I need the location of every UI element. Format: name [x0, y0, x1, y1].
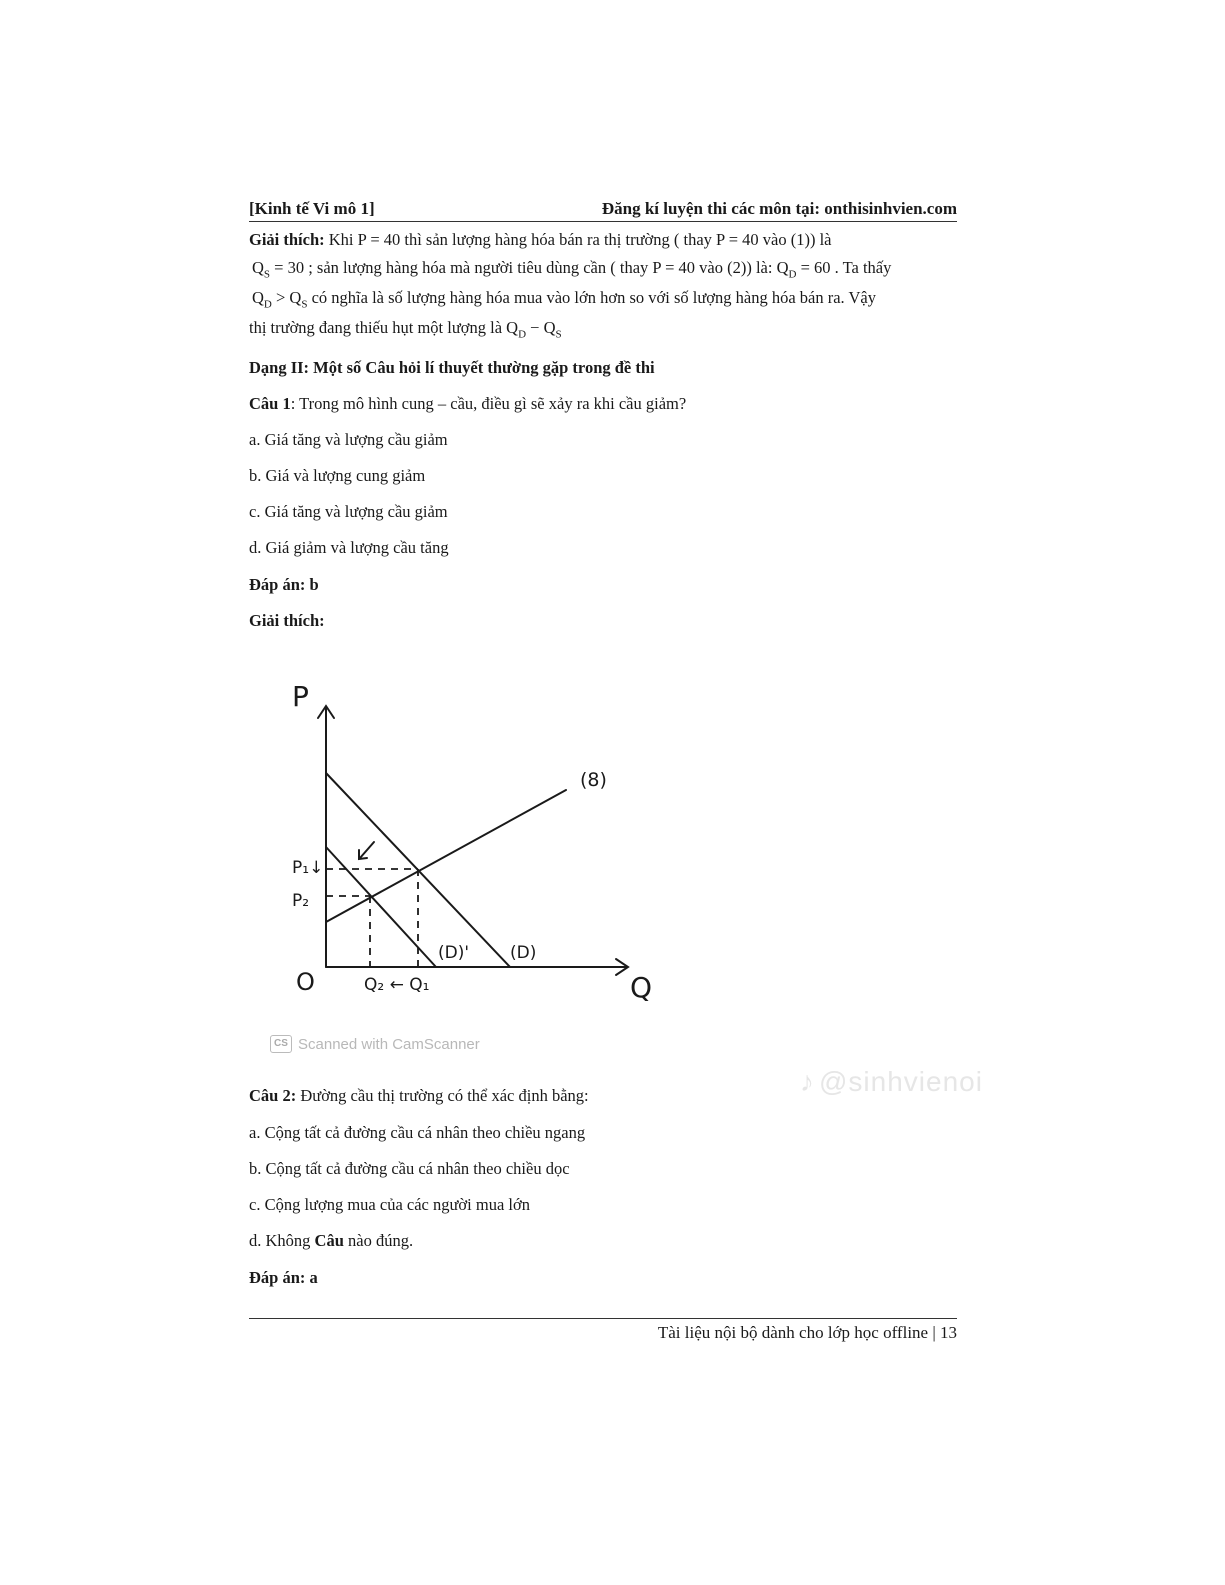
q2-option-b: b. Cộng tất cả đường cầu cá nhân theo chiều dọc	[249, 1159, 570, 1178]
origin-label: O	[296, 968, 315, 996]
explain-line-3: $Q_D > Q_S$ có nghĩa là số lượng hàng hóa mua vào lớn hơn so với số lượng hàng hóa bán ra. Vậy	[252, 288, 876, 311]
tiktok-icon: ♪	[800, 1066, 815, 1097]
q1-option-b: b. Giá và lượng cung giảm	[249, 466, 426, 485]
page-footer	[249, 1318, 957, 1342]
question-2-text: Đường cầu thị trường có thể xác định bằng:	[296, 1086, 589, 1105]
tiktok-watermark: ♪ @sinhvienoi	[800, 1066, 983, 1097]
q2-option-a: a. Cộng tất cả đường cầu cá nhân theo chiều ngang	[249, 1123, 586, 1142]
camscanner-badge	[270, 1034, 480, 1054]
demand-curve-shifted	[326, 847, 436, 967]
page-header	[249, 197, 957, 222]
q2-option-c: c. Cộng lượng mua của các người mua lớn	[249, 1195, 530, 1214]
q1-answer: Đáp án: b	[249, 575, 319, 594]
shift-arrow	[360, 842, 374, 858]
explain-line-1: Giải thích: Khi P = 40 thì sản lượng hàng hóa bán ra thị trường ( thay P = 40 vào (1)) là	[249, 230, 832, 249]
q2-option-d: d. Không Câu nào đúng.	[249, 1231, 414, 1250]
footer-text: Tài liệu nội bộ dành cho lớp học offline | 13	[657, 1323, 957, 1342]
p2-label: P₂	[292, 891, 310, 911]
q1-option-a: a. Giá tăng và lượng cầu giảm	[249, 430, 448, 449]
explain-label: Giải thích:	[249, 230, 325, 249]
p-axis-label: P	[292, 680, 309, 713]
explain-line-4: thị trường đang thiếu hụt một lượng là $Q_D - Q_S$	[249, 318, 562, 341]
camscanner-text: Scanned with CamScanner	[298, 1035, 480, 1053]
explain-line-2: $Q_S = 30$ ; sản lượng hàng hóa mà người tiêu dùng cần ( thay P = 40 vào (2)) là: $Q_D = 60$ . Ta thấy	[252, 258, 892, 281]
q1-option-c: c. Giá tăng và lượng cầu giảm	[249, 502, 448, 521]
q-axis-label: Q	[630, 971, 653, 1004]
demand-shifted-label: (D)'	[438, 943, 470, 963]
q1-option-d: d. Giá giảm và lượng cầu tăng	[249, 538, 449, 557]
header-course-title: [Kinh tế Vi mô 1]	[249, 199, 375, 218]
p1-label: P₁↓	[292, 858, 324, 878]
q2-q1-label: Q₂ ← Q₁	[364, 975, 430, 995]
q1-explain-label: Giải thích:	[249, 611, 325, 630]
question-2	[249, 1086, 589, 1106]
demand-label: (D)	[510, 943, 537, 963]
camscanner-logo-icon: CS	[270, 1035, 292, 1053]
question-1	[249, 394, 686, 414]
supply-demand-diagram	[270, 670, 670, 1015]
q2-answer: Đáp án: a	[249, 1268, 318, 1287]
supply-label: (8)	[580, 769, 607, 791]
section-title: Dạng II: Một số Câu hỏi lí thuyết thường gặp trong đề thi	[249, 358, 655, 377]
question-2-label: Câu 2:	[249, 1086, 297, 1105]
question-1-label: Câu 1	[249, 394, 291, 413]
header-site-link[interactable]: Đăng kí luyện thi các môn tại: onthisinhvien.com	[601, 199, 957, 218]
question-1-text: : Trong mô hình cung – cầu, điều gì sẽ xảy ra khi cầu giảm?	[290, 394, 687, 413]
